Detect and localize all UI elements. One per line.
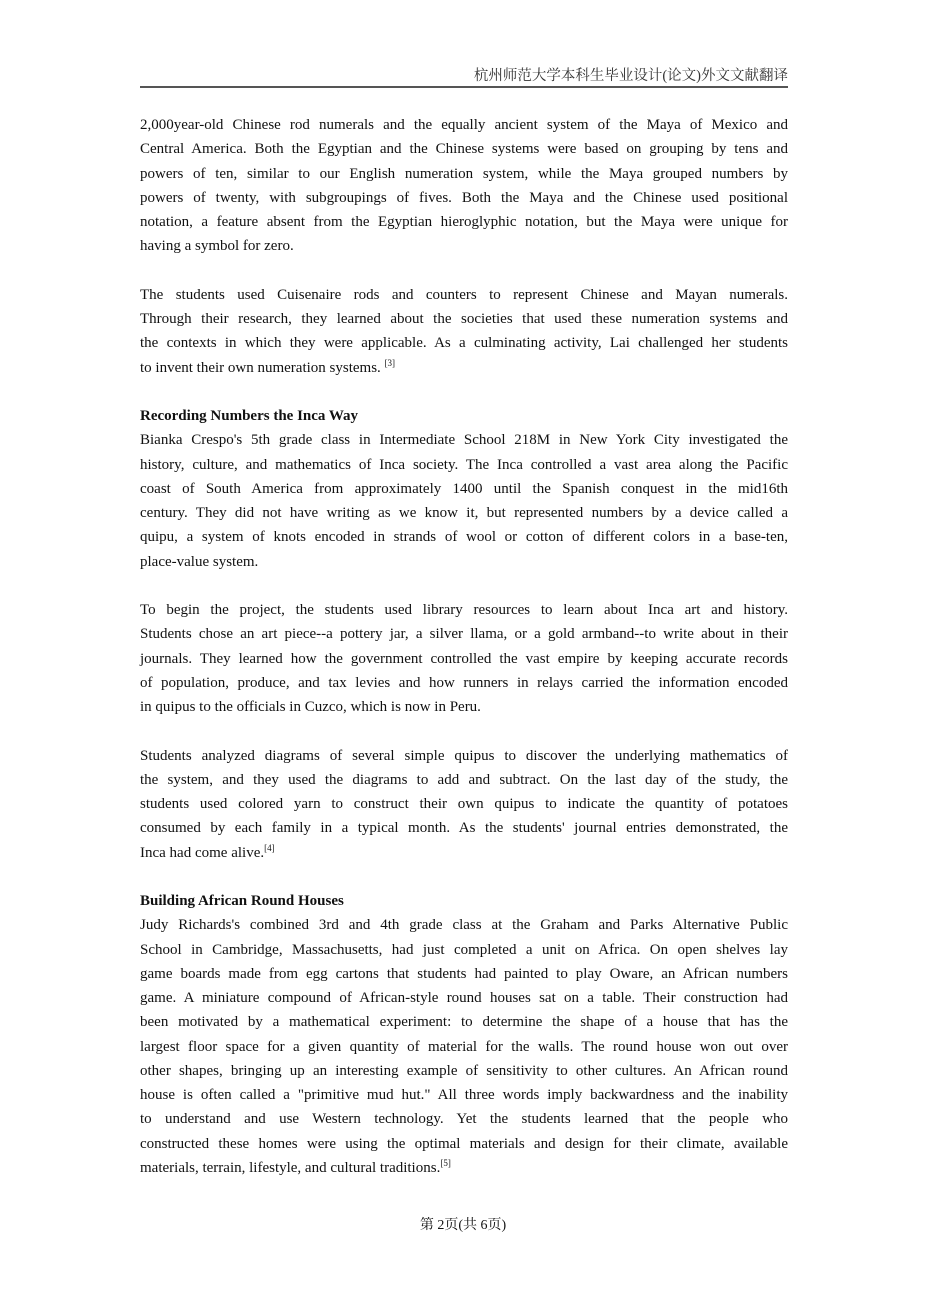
text-line [140,162,788,186]
text-line [140,622,788,646]
line-text: Bianka Crespo's 5th grade class in Intermediate School 218M in New York City investigated the [140,432,788,449]
line-text: powers of ten, similar to our English numeration system, while the Maya grouped numbers by [140,165,788,182]
paragraph-gap [140,574,788,598]
text-line [140,137,788,161]
line-text: Students chose an art piece--a pottery jar, a silver llama, or a gold armband--to write about in their [140,626,788,643]
text-line [140,501,788,525]
line-text: place-value system. [140,553,259,570]
text-line [140,186,788,210]
citation-reference: [4] [264,842,275,853]
line-text: having a symbol for zero. [140,238,294,255]
line-text: house is often called a "primitive mud hut." All three words imply backwardness and the inability [140,1087,788,1103]
text-line [140,647,788,671]
text-line [140,525,788,549]
line-text: Students analyzed diagrams of several simple quipus to discover the underlying mathematics of [140,747,788,764]
line-text: materials, terrain, lifestyle, and cultural traditions. [140,1159,441,1176]
line-text: other shapes, bringing up an interesting example of sensitivity to other cultures. An African round [140,1062,788,1079]
line-text: notation, a feature absent from the Egyptian hieroglyphic notation, but the Maya were unique for [140,214,788,230]
paragraph [140,598,788,719]
text-line [140,331,788,355]
text-line [140,792,788,816]
text-line [140,913,788,937]
line-text: powers of twenty, with subgroupings of fives. Both the Maya and the Chinese used positional [140,189,788,206]
document-body [140,113,788,1180]
line-text: constructed these homes were using the optimal materials and design for their climate, available [140,1135,788,1152]
text-line [140,1156,788,1180]
line-text: of population, produce, and tax levies and how runners in relays carried the information encoded [140,674,788,691]
text-line [140,453,788,477]
text-line [140,1035,788,1059]
text-line [140,1107,788,1131]
section [140,889,788,1180]
line-text: coast of South America from approximately 1400 until the Spanish conquest in the mid16th [140,480,788,497]
text-line [140,986,788,1010]
paragraph-gap [140,719,788,743]
line-text: consumed by each family in a typical month. As the students' journal entries demonstrated, the [140,820,788,837]
text-line [140,962,788,986]
section-heading: Recording Numbers the Inca Way [140,408,359,424]
line-text: School in Cambridge, Massachusetts, had just completed a unit on Africa. On open shelves lay [140,941,788,958]
line-text: the system, and they used the diagrams to add and subtract. On the last day of the study, the [140,771,788,788]
text-line [140,816,788,840]
text-line [140,550,788,574]
line-text: students used colored yarn to construct their own quipus to indicate the quantity of potatoes [140,796,788,812]
line-text: quipu, a system of knots encoded in strands of wool or cotton of different colors in a base-ten, [140,529,788,546]
text-line [140,598,788,622]
paragraph [140,113,788,259]
text-line [140,307,788,331]
text-line [140,283,788,307]
page-number: 第 2页(共 6页) [419,1218,507,1233]
line-text: the contexts in which they were applicable. As a culminating activity, Lai challenged her students [140,335,788,352]
text-line [140,841,788,865]
line-text: The students used Cuisenaire rods and counters to represent Chinese and Mayan numerals. [140,286,788,303]
text-line [140,477,788,501]
line-text: been motivated by a mathematical experiment: to determine the shape of a house that has the [140,1014,788,1031]
text-line [140,768,788,792]
text-line [140,695,788,719]
paragraph-gap [140,259,788,283]
line-text: largest floor space for a given quantity of material for the walls. The round house won out over [140,1038,788,1055]
line-text: journals. They learned how the government controlled the vast empire by keeping accurate records [140,650,788,667]
line-text: Through their research, they learned about the societies that used these numeration systems and [140,311,788,327]
line-text: To begin the project, the students used library resources to learn about Inca art and history. [140,602,788,618]
text-line [140,428,788,452]
line-text: history, culture, and mathematics of Inca society. The Inca controlled a vast area along the Pacific [140,456,788,473]
text-line [140,210,788,234]
line-text: Central America. Both the Egyptian and the Chinese systems were based on grouping by tens and [140,141,788,158]
header-divider [140,86,788,88]
text-line [140,234,788,258]
text-line [140,113,788,137]
line-text: game boards made from egg cartons that students had painted to play Oware, an African numbers [140,965,788,982]
text-line [140,356,788,380]
paragraph [140,283,788,380]
text-line [140,1083,788,1107]
paragraph-gap [140,380,788,404]
section-heading: Building African Round Houses [140,893,344,909]
running-header: 杭州师范大学本科生毕业设计(论文)外文文献翻译 [473,68,788,84]
text-line [140,744,788,768]
line-text: Inca had come alive. [140,844,265,861]
line-text: game. A miniature compound of African-style round houses sat on a table. Their construction had [140,990,788,1006]
text-line [140,671,788,695]
citation-reference: [5] [440,1157,451,1168]
paragraph [140,744,788,865]
paragraph-gap [140,865,788,889]
text-line [140,1059,788,1083]
line-text: to understand and use Western technology. Yet the students learned that the people who [140,1111,788,1128]
section [140,404,788,574]
text-line [140,938,788,962]
line-text: to invent their own numeration systems. [140,359,385,376]
line-text: 2,000year-old Chinese rod numerals and the equally ancient system of the Maya of Mexico and [140,117,788,133]
text-line [140,1010,788,1034]
line-text: century. They did not have writing as we know it, but represented numbers by a device called a [140,505,788,521]
citation-reference: [3] [384,357,396,368]
line-text: Judy Richards's combined 3rd and 4th grade class at the Graham and Parks Alternative Public [140,917,788,934]
line-text: in quipus to the officials in Cuzco, which is now in Peru. [140,699,481,715]
text-line [140,1132,788,1156]
